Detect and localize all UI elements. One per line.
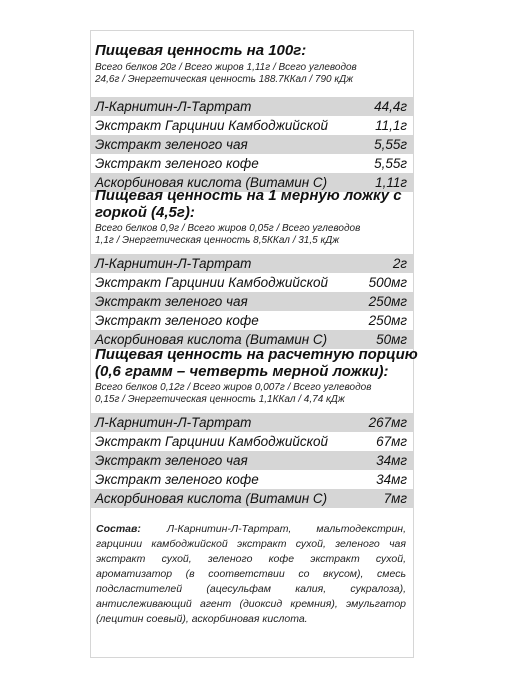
row-name: Экстракт зеленого кофе <box>95 313 259 328</box>
section3-table <box>91 413 413 508</box>
section1-desc-line: 24,6г / Энергетическая ценность 188.7ККал / 790 кДж <box>95 74 354 85</box>
row-value: 34мг <box>376 453 407 468</box>
row-name: Экстракт зеленого чая <box>95 453 248 468</box>
row-value: 1,11г <box>375 175 407 190</box>
row-value: 67мг <box>376 434 407 449</box>
section1-description <box>95 62 407 86</box>
section1-title: Пищевая ценность на 100г: <box>95 42 307 59</box>
table-row <box>91 311 413 330</box>
table-row <box>91 97 413 116</box>
row-value: 2г <box>392 256 407 271</box>
section2-desc-line: 1,1г / Энергетическая ценность 8,5ККал / 31,5 кДж <box>95 235 340 246</box>
section1-table <box>91 97 413 192</box>
row-name: Экстракт зеленого кофе <box>95 156 259 171</box>
table-row <box>91 254 413 273</box>
row-value: 11,1г <box>375 118 407 133</box>
row-value: 5,55г <box>374 156 407 171</box>
row-name: Экстракт зеленого кофе <box>95 472 259 487</box>
row-name: Аскорбиновая кислота (Витамин С) <box>95 491 328 506</box>
row-name: Экстракт зеленого чая <box>95 294 248 309</box>
section3-title-line2: (0,6 грамм – четверть мерной ложки): <box>95 363 389 380</box>
row-name: Экстракт Гарцинии Камбоджийской <box>95 118 329 133</box>
row-name: Аскорбиновая кислота (Витамин С) <box>95 332 328 347</box>
composition-body: Л-Карнитин-Л-Тартрат, мальтодекстрин, гарцинии камбоджийской экстракт сухой, зеленого чая экстракт сухой, зеленого кофе экстракт сухой, ароматизатор (в соответствии со вкусом), смесь подсластителей (ацесульфам калия, сукралоза), антислеживающий агент (диоксид кремния), эмульгатор (лецитин соевый), аскорбиновая кислота. <box>96 523 406 625</box>
section3-desc-line: 0,15г / Энергетическая ценность 1,1ККал / 4,74 кДж <box>95 394 345 405</box>
section2-desc-line: Всего белков 0,9г / Всего жиров 0,05г / Всего углеводов <box>95 223 361 234</box>
table-row <box>91 413 413 432</box>
table-row <box>91 154 413 173</box>
row-value: 267мг <box>368 415 407 430</box>
table-row <box>91 135 413 154</box>
row-name: Экстракт Гарцинии Камбоджийской <box>95 434 329 449</box>
section2-description <box>95 223 407 247</box>
row-name: Л-Карнитин-Л-Тартрат <box>95 99 252 114</box>
table-row <box>91 451 413 470</box>
row-value: 50мг <box>376 332 407 347</box>
table-row <box>91 273 413 292</box>
section3-title-line1: Пищевая ценность на расчетную порцию <box>95 346 418 363</box>
section3-description <box>95 382 407 406</box>
composition-text <box>96 522 406 627</box>
row-name: Экстракт зеленого чая <box>95 137 248 152</box>
row-name: Аскорбиновая кислота (Витамин С) <box>95 175 328 190</box>
row-value: 7мг <box>383 491 407 506</box>
section2-title-line1: Пищевая ценность на 1 мерную ложку с <box>95 187 402 204</box>
table-row <box>91 470 413 489</box>
row-value: 44,4г <box>374 99 407 114</box>
section3-desc-line: Всего белков 0,12г / Всего жиров 0,007г / Всего углеводов <box>95 382 372 393</box>
row-value: 5,55г <box>374 137 407 152</box>
composition-label: Состав: <box>96 523 141 535</box>
row-name: Экстракт Гарцинии Камбоджийской <box>95 275 329 290</box>
section2-title-line2: горкой (4,5г): <box>95 204 195 221</box>
table-row <box>91 489 413 508</box>
table-row <box>91 432 413 451</box>
table-row <box>91 292 413 311</box>
row-value: 250мг <box>368 294 407 309</box>
row-name: Л-Карнитин-Л-Тартрат <box>95 256 252 271</box>
row-value: 500мг <box>368 275 407 290</box>
section1-desc-line: Всего белков 20г / Всего жиров 1,11г / Всего углеводов <box>95 62 357 73</box>
row-value: 34мг <box>376 472 407 487</box>
table-row <box>91 116 413 135</box>
row-name: Л-Карнитин-Л-Тартрат <box>95 415 252 430</box>
row-value: 250мг <box>368 313 407 328</box>
section2-table <box>91 254 413 349</box>
